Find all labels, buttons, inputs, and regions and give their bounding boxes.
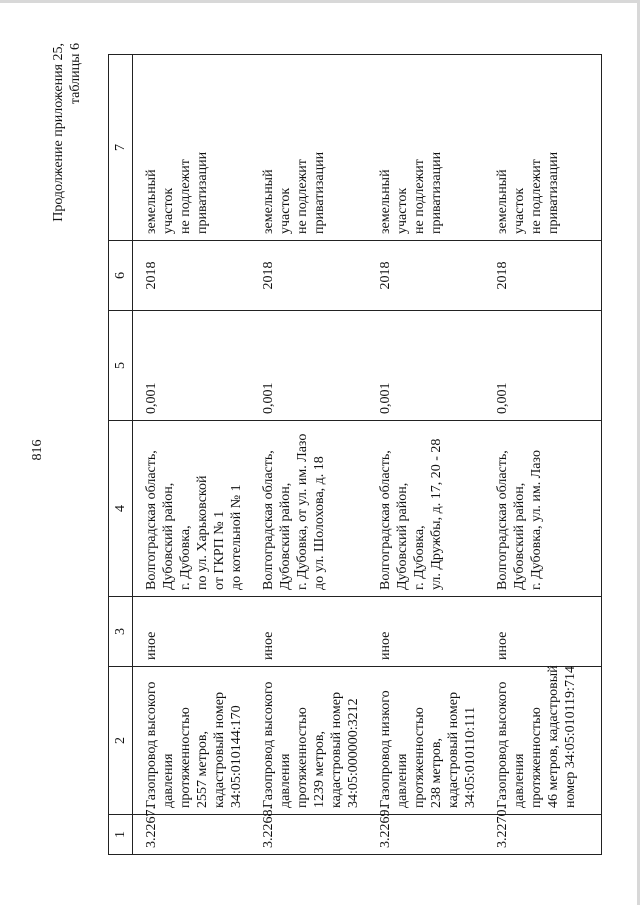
table-row [367,55,484,855]
address-cell [250,421,367,597]
table-body [133,55,602,855]
address-cell-line: от ГКРП № 1 [212,510,227,590]
page-number: 816 [30,439,45,461]
note-cell-line: приватизации [312,151,327,234]
year-cell: 2018 [367,241,484,311]
continuation-header [50,43,110,393]
object-name-cell-line: 238 метров, [429,738,444,808]
address-cell-line: г. Дубовка, от ул. им. Лазо [295,433,310,590]
address-cell-line: до котельной № 1 [229,484,244,590]
column-header: 5 [109,311,133,421]
address-cell [367,421,484,597]
object-name-cell-line: Газопровод низкого [378,690,393,808]
table-row [484,55,602,855]
object-type-cell: иное [250,597,367,667]
object-name-cell [484,667,602,815]
object-name-cell-line: 34:05:010144:170 [229,705,244,808]
object-name-cell-line: 1239 метров, [312,731,327,808]
header-line-2: таблицы 6 [68,43,83,105]
column-header: 6 [109,241,133,311]
object-name-cell-line: давления [161,753,176,808]
address-cell-line: Дубовский район, [278,482,293,590]
object-name-cell-line: протяженностью [178,707,193,808]
object-name-cell-line: Газопровод высокого [261,681,276,808]
address-cell [484,421,602,597]
object-type-cell: иное [133,597,251,667]
address-cell-line: Волгоградская область, [144,450,159,590]
address-cell-line: Дубовский район, [395,482,410,590]
note-cell-line: не подлежит [529,159,544,234]
row-number-cell: 3.2268. [250,815,367,855]
object-type-cell: иное [484,597,602,667]
row-number-cell: 3.2267. [133,815,251,855]
column-number-row [109,55,133,855]
object-name-cell-line: Газопровод высокого [144,681,159,808]
note-cell-line: не подлежит [412,159,427,234]
object-name-cell [367,667,484,815]
note-cell-line: участок [395,187,410,234]
note-cell-line: приватизации [429,151,444,234]
area-cell: 0,001 [367,311,484,421]
area-cell: 0,001 [250,311,367,421]
address-cell-line: до ул. Шолохова, д. 18 [312,456,327,590]
note-cell-line: не подлежит [295,159,310,234]
object-name-cell-line: 34:05:010110:111 [463,706,478,808]
column-header: 7 [109,55,133,241]
object-name-cell-line: кадастровый номер [329,692,344,808]
rotated-table-container [108,55,604,855]
note-cell-line: участок [161,187,176,234]
address-cell-line: Дубовский район, [512,482,527,590]
year-cell: 2018 [484,241,602,311]
address-cell-line: г. Дубовка, [178,525,193,590]
note-cell-line: участок [278,187,293,234]
note-cell-line: земельный [261,169,276,234]
object-name-cell-line: давления [278,753,293,808]
object-name-cell [133,667,251,815]
row-number-cell: 3.2270. [484,815,602,855]
object-name-cell-line: кадастровый номер [446,692,461,808]
year-cell: 2018 [133,241,251,311]
object-type-cell: иное [367,597,484,667]
note-cell-line: приватизации [195,151,210,234]
address-cell [133,421,251,597]
header-line-1: Продолжение приложения 25, [51,43,66,222]
object-name-cell-line: протяженностью [295,707,310,808]
note-cell-line: участок [512,187,527,234]
object-name-cell-line: 2557 метров, [195,731,210,808]
address-cell-line: Дубовский район, [161,482,176,590]
table-row [250,55,367,855]
address-cell-line: ул. Дружбы, д. 17, 20 - 28 [429,438,444,590]
note-cell-line: земельный [378,169,393,234]
object-name-cell [250,667,367,815]
scan-edge-top [0,0,640,3]
area-cell: 0,001 [484,311,602,421]
address-cell-line: г. Дубовка, ул. им. Лазо [529,450,544,590]
note-cell [250,55,367,241]
note-cell [367,55,484,241]
address-cell-line: по ул. Харьковской [195,475,210,590]
column-header: 1 [109,815,133,855]
column-header: 4 [109,421,133,597]
object-name-cell-line: давления [395,753,410,808]
note-cell-line: не подлежит [178,159,193,234]
object-name-cell-line: кадастровый номер [212,692,227,808]
note-cell [133,55,251,241]
column-header: 3 [109,597,133,667]
note-cell-line: земельный [144,169,159,234]
year-cell: 2018 [250,241,367,311]
area-cell: 0,001 [133,311,251,421]
object-name-cell-line: 46 метров, кадастровый [546,665,561,808]
object-name-cell-line: номер 34:05:010119:714 [563,666,578,808]
address-cell-line: г. Дубовка, [412,525,427,590]
table-row [133,55,251,855]
address-cell-line: Волгоградская область, [261,450,276,590]
column-header: 2 [109,667,133,815]
note-cell-line: земельный [495,169,510,234]
object-name-cell-line: давления [512,753,527,808]
object-name-cell-line: 34:05:000000:3212 [346,698,361,808]
object-name-cell-line: Газопровод высокого [495,681,510,808]
object-name-cell-line: протяженностью [412,707,427,808]
property-table [108,54,602,855]
address-cell-line: Волгоградская область, [378,450,393,590]
note-cell-line: приватизации [546,151,561,234]
object-name-cell-line: протяженностью [529,707,544,808]
note-cell [484,55,602,241]
row-number-cell: 3.2269. [367,815,484,855]
address-cell-line: Волгоградская область, [495,450,510,590]
